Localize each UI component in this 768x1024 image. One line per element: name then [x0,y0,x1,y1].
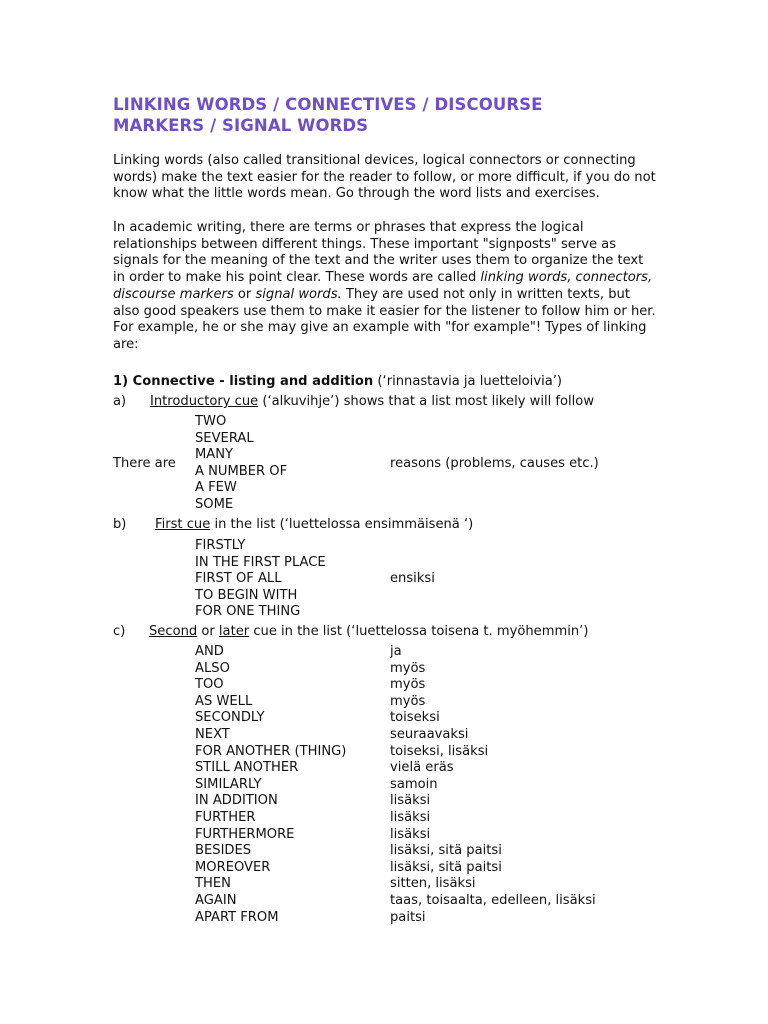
item-c-cue-1: Second [149,624,198,639]
list-item: FIRSTLY [195,538,246,553]
list-item: BESIDES [195,843,252,859]
title-line-2: MARKERS / SIGNAL WORDS [113,116,369,135]
translation-item: myös [390,677,426,693]
translation-item: paitsi [390,909,426,925]
list-item: APART FROM [195,909,279,925]
item-c-description [149,624,588,641]
title-line-1: LINKING WORDS / CONNECTIVES / DISCOURSE [113,95,543,114]
list-item: IN THE FIRST PLACE [195,554,326,570]
translation-item: toiseksi, lisäksi [390,743,489,759]
item-a-letter: a) [113,394,127,409]
page-title [113,94,673,136]
item-a-trail-text: reasons (problems, causes etc.) [390,456,599,471]
item-b-cue: First cue [155,517,211,532]
item-a-word-list [195,414,287,514]
list-item: FURTHER [195,809,256,825]
item-c-mid: or [197,624,219,639]
item-a-cue: Introductory cue [150,394,259,409]
item-a-description [150,394,594,411]
list-item: MOREOVER [195,859,271,875]
intro-paragraph: Linking words (also called transitional devices, logical connectors or connecting words) make the text easier for the reader to follow, or more difficult, if you do not know what the little words mean. Go through the word lists and exercises. [113,153,656,202]
item-c-translation-list [390,644,596,926]
translation-item: lisäksi [390,826,431,842]
item-b-description [155,517,473,534]
item-c-word-list [195,644,346,926]
item-c-letter: c) [113,624,126,639]
list-item: FURTHERMORE [195,826,295,842]
list-item: SIMILARLY [195,776,262,792]
list-item: ALSO [195,660,230,676]
translation-item: lisäksi [390,809,431,825]
list-item: TOO [195,677,224,693]
item-b-translation: ensiksi [390,571,435,586]
translation-item: taas, toisaalta, edelleen, lisäksi [390,892,596,908]
list-item: AS WELL [195,693,253,709]
academic-text-1: In academic writing, there are terms or phrases that express the logical relationships between different things. These important "signposts" serve as signals for the meaning of the text and the writer uses them to organize the text in order to make his point clear. These words are called [113,220,644,286]
list-item: THEN [195,876,231,892]
list-item: SEVERAL [195,430,254,446]
item-b-word-list [195,538,326,621]
list-item: FOR ONE THING [195,604,301,620]
section-1-heading [113,374,562,391]
academic-text-3: They are used not only in written texts, but also good speakers use them to make it easier for the listener to follow him or her. For example, he or she may give an example with "for example"! Types of linking are: [113,286,656,352]
list-item: NEXT [195,726,230,742]
item-a-lead-text: There are [113,456,176,471]
translation-item: ja [390,644,402,659]
translation-item: myös [390,693,426,709]
item-b-letter: b) [113,517,127,532]
translation-item: sitten, lisäksi [390,876,476,892]
list-item: IN ADDITION [195,793,278,809]
translation-item: seuraavaksi [390,726,469,742]
academic-text-2: or [233,286,256,302]
list-item: STILL ANOTHER [195,760,299,776]
list-item: FOR ANOTHER (THING) [195,743,347,759]
academic-italic-2: signal words. [255,286,342,302]
list-item: A FEW [195,480,237,496]
list-item: AGAIN [195,892,237,908]
academic-paragraph [113,220,658,354]
list-item: FIRST OF ALL [195,571,282,587]
translation-item: vielä eräs [390,760,454,776]
list-item: A NUMBER OF [195,463,288,479]
item-c-cue-2: later [218,624,250,639]
translation-item: lisäksi, sitä paitsi [390,843,502,859]
section-1-heading-bold: 1) Connective - listing and addition [113,374,374,389]
item-b-rest: in the list (‘luettelossa ensimmäisenä ‘) [210,517,474,532]
list-item: AND [195,644,224,659]
list-item: TO BEGIN WITH [195,587,298,603]
academic-italic-1: linking words, connectors, discourse markers [113,270,653,302]
translation-item: toiseksi [390,710,440,726]
list-item: MANY [195,447,234,463]
item-c-rest: cue in the list (‘luettelossa toisena t. myöhemmin’) [249,624,589,639]
section-1-heading-rest: (‘rinnastavia ja luetteloivia’) [373,374,562,389]
translation-item: samoin [390,776,438,792]
list-item: TWO [195,414,227,429]
translation-item: lisäksi [390,793,431,809]
translation-item: myös [390,660,426,676]
translation-item: lisäksi, sitä paitsi [390,859,502,875]
item-a-rest: (‘alkuvihje’) shows that a list most likely will follow [258,394,595,409]
list-item: SECONDLY [195,710,265,726]
list-item: SOME [195,496,234,512]
